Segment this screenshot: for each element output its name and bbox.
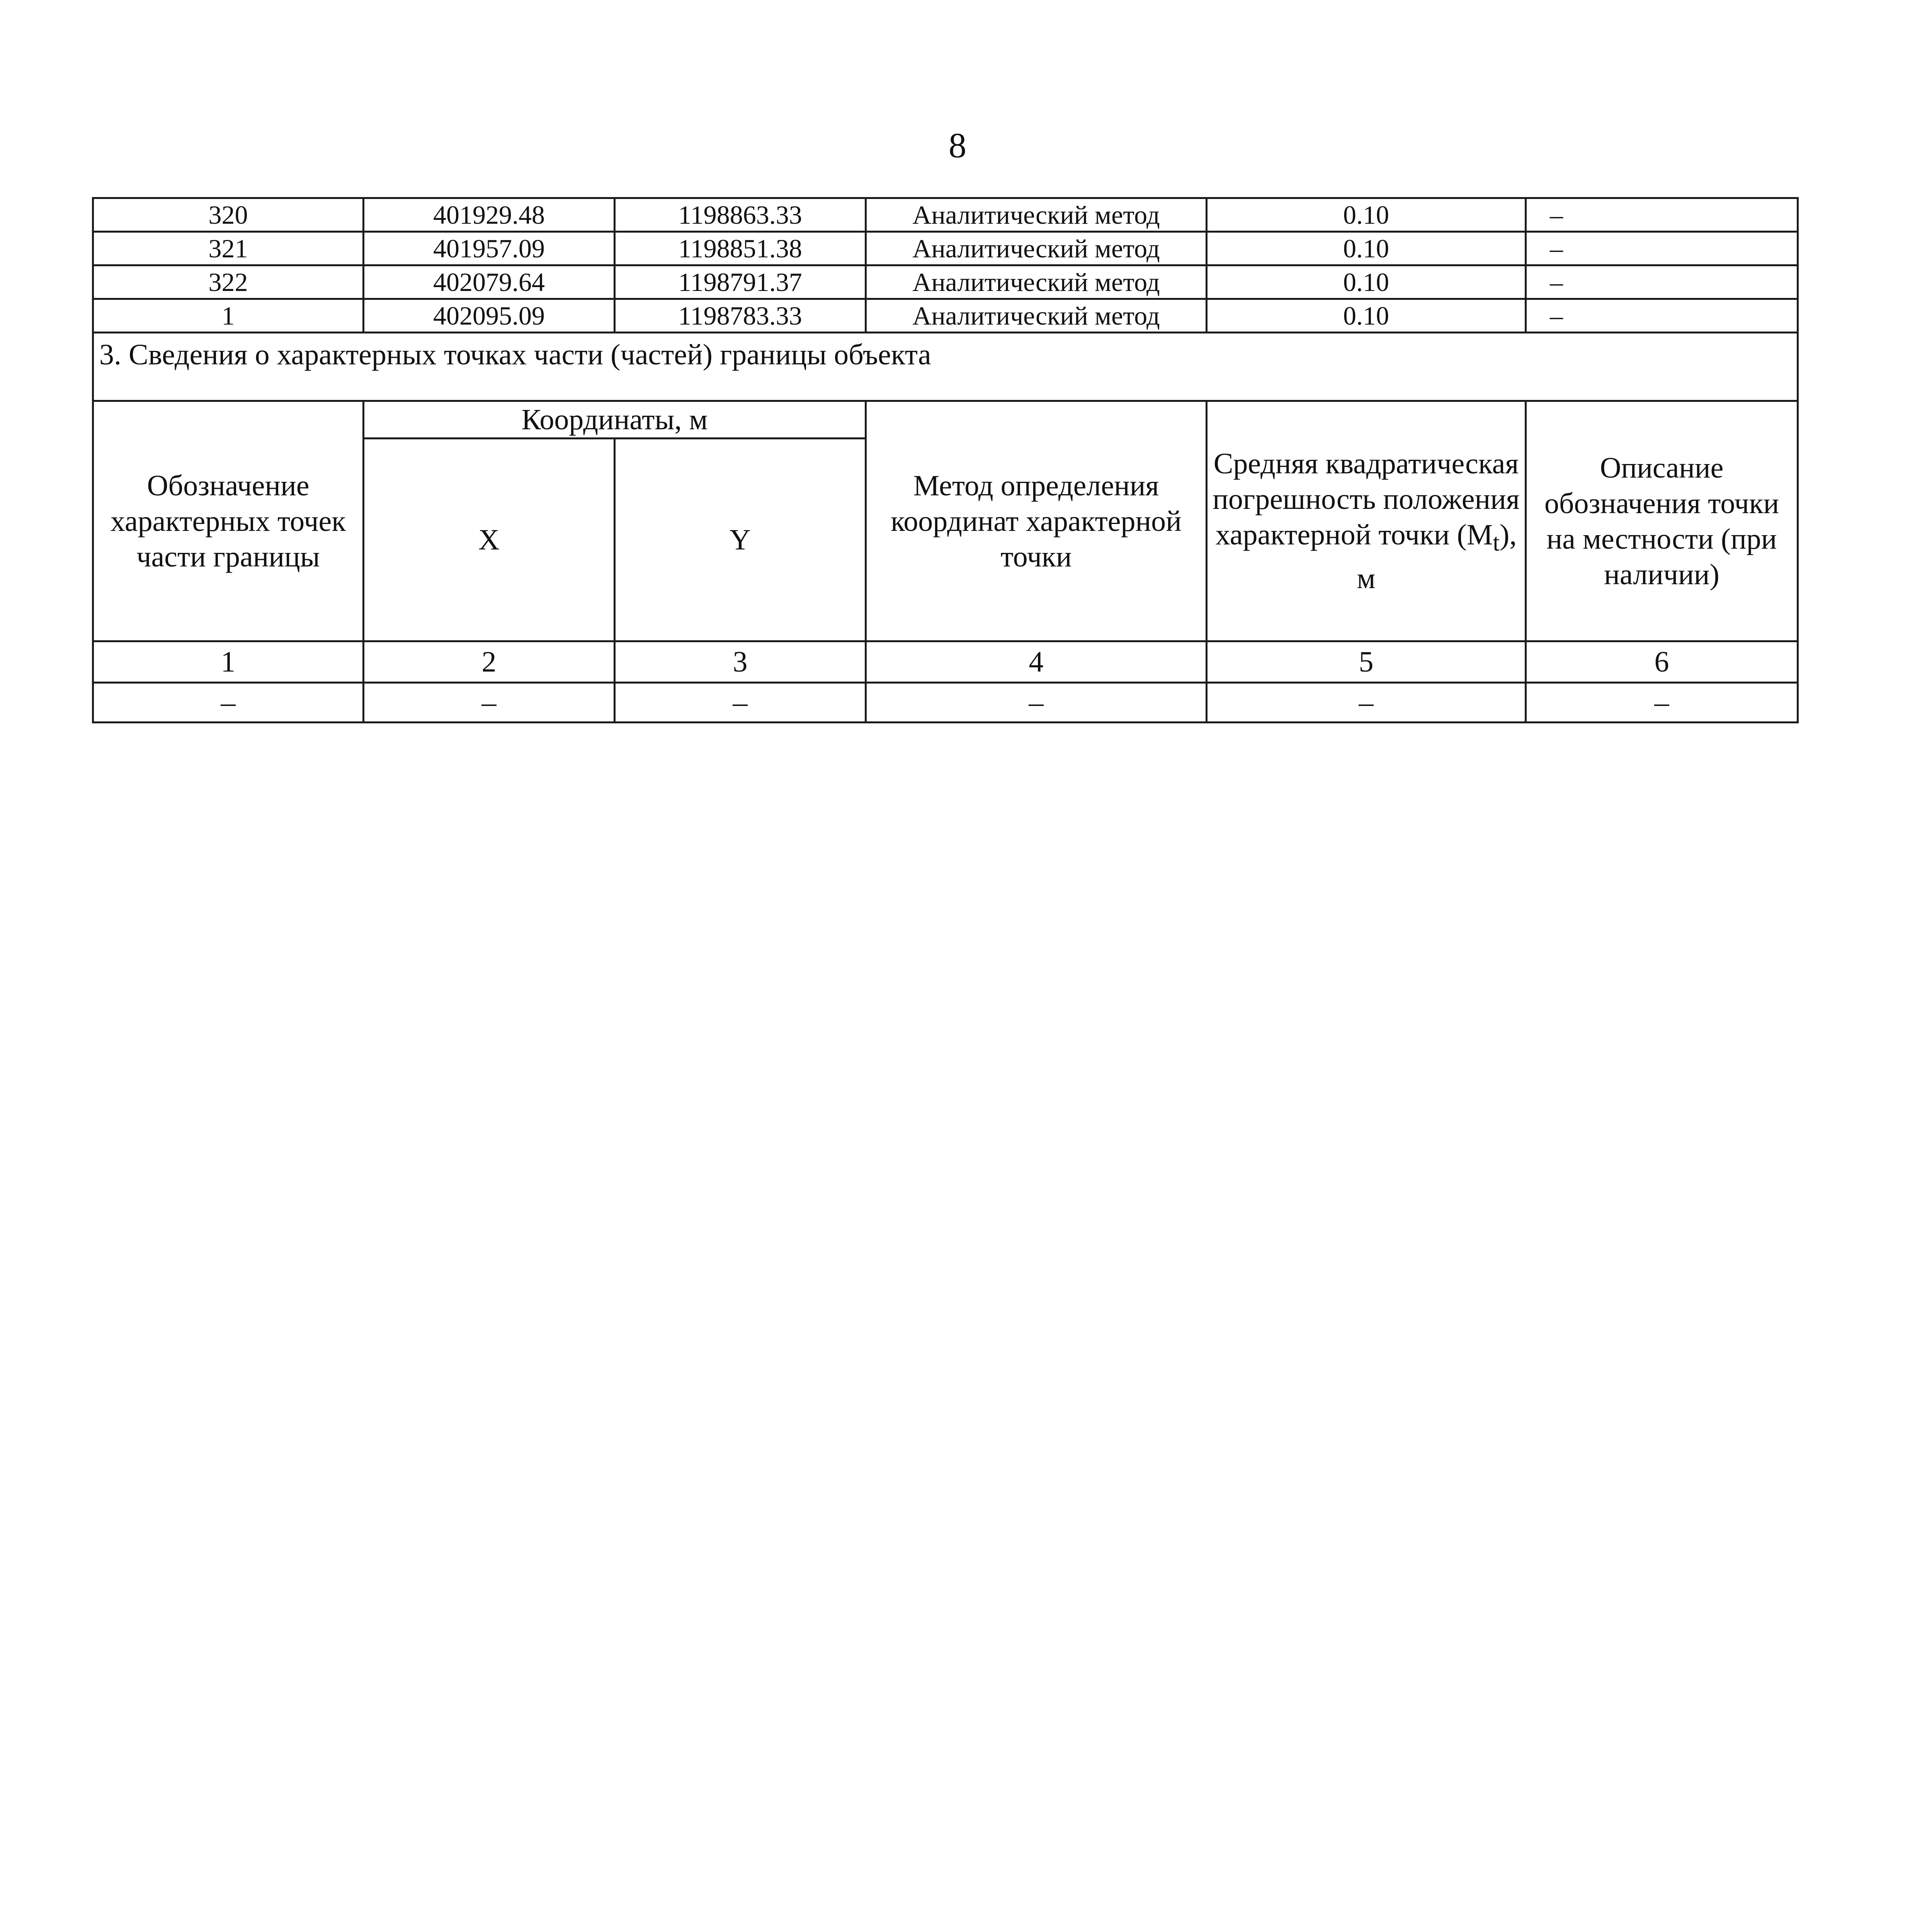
error-cell: 0.10 bbox=[1207, 232, 1526, 265]
column-number: 2 bbox=[364, 641, 615, 683]
section-3-title: 3. Сведения о характерных точках части (частей) границы объекта bbox=[93, 333, 1798, 401]
header-error-suffix: ), м bbox=[1357, 519, 1517, 595]
point-cell: 320 bbox=[93, 198, 364, 232]
empty-cell: – bbox=[866, 683, 1207, 723]
header-row bbox=[93, 401, 1798, 439]
empty-cell: – bbox=[1207, 683, 1526, 723]
description-cell: – bbox=[1526, 265, 1798, 299]
table-row bbox=[93, 299, 1798, 333]
table-row bbox=[93, 198, 1798, 232]
x-cell: 401929.48 bbox=[364, 198, 615, 232]
header-description: Описание обозначения точки на местности (при наличии) bbox=[1526, 401, 1798, 641]
description-cell: – bbox=[1526, 299, 1798, 333]
method-cell: Аналитический метод bbox=[866, 299, 1207, 333]
method-cell: Аналитический метод bbox=[866, 232, 1207, 265]
section-title-row bbox=[93, 333, 1798, 401]
table-row bbox=[93, 232, 1798, 265]
header-error bbox=[1207, 401, 1526, 641]
point-cell: 322 bbox=[93, 265, 364, 299]
description-cell: – bbox=[1526, 198, 1798, 232]
column-number-row bbox=[93, 641, 1798, 683]
header-error-subscript: t bbox=[1493, 529, 1500, 556]
column-number: 4 bbox=[866, 641, 1207, 683]
page-number: 8 bbox=[949, 126, 966, 165]
empty-cell: – bbox=[93, 683, 364, 723]
header-error-text: Средняя квадратическая погрешность положения характерной точки (M bbox=[1213, 447, 1520, 551]
method-cell: Аналитический метод bbox=[866, 265, 1207, 299]
empty-cell: – bbox=[615, 683, 866, 723]
error-cell: 0.10 bbox=[1207, 198, 1526, 232]
header-designation: Обозначение характерных точек части границы bbox=[93, 401, 364, 641]
error-cell: 0.10 bbox=[1207, 299, 1526, 333]
header-y: Y bbox=[615, 439, 866, 641]
column-number: 1 bbox=[93, 641, 364, 683]
point-cell: 1 bbox=[93, 299, 364, 333]
empty-cell: – bbox=[1526, 683, 1798, 723]
column-number: 3 bbox=[615, 641, 866, 683]
empty-row bbox=[93, 683, 1798, 723]
description-cell: – bbox=[1526, 232, 1798, 265]
header-x: X bbox=[364, 439, 615, 641]
y-cell: 1198783.33 bbox=[615, 299, 866, 333]
method-cell: Аналитический метод bbox=[866, 198, 1207, 232]
header-coordinates: Координаты, м bbox=[364, 401, 866, 439]
table-row bbox=[93, 265, 1798, 299]
header-method: Метод определения координат характерной точки bbox=[866, 401, 1207, 641]
empty-cell: – bbox=[364, 683, 615, 723]
x-cell: 402095.09 bbox=[364, 299, 615, 333]
x-cell: 402079.64 bbox=[364, 265, 615, 299]
y-cell: 1198791.37 bbox=[615, 265, 866, 299]
error-cell: 0.10 bbox=[1207, 265, 1526, 299]
y-cell: 1198863.33 bbox=[615, 198, 866, 232]
coordinates-table bbox=[92, 197, 1799, 723]
column-number: 5 bbox=[1207, 641, 1526, 683]
y-cell: 1198851.38 bbox=[615, 232, 866, 265]
point-cell: 321 bbox=[93, 232, 364, 265]
column-number: 6 bbox=[1526, 641, 1798, 683]
x-cell: 401957.09 bbox=[364, 232, 615, 265]
